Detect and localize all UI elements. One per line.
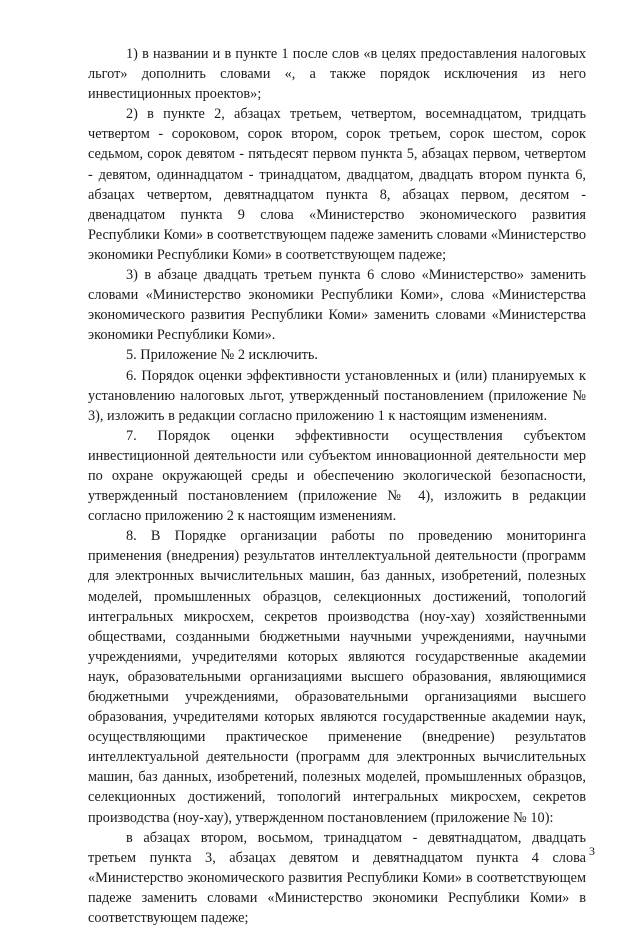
paragraph-4: 5. Приложение № 2 исключить. — [126, 347, 318, 364]
paragraph-7: 8. В Порядке организации работы по проведению мониторинга применения (внедрения) результатов интеллектуальной деятельности (программ для электронных вычислительных машин, баз данных, изобретений, полезных моделей, промышленных образцов, селекционных достижений, топологий интегральных микросхем, секретов производства (ноу-хау) хозяйственными обществами, созданными бюджетными научными учреждениями, научными учреждениями, учредителями которых являются государственные академии наук, образовательными организациями высшего образования, являющимися бюджетными учреждениями, образовательными организациями высшего образования, учредителями которых являются государственные академии наук, осуществляющими практическое применение (внедрение) результатов интеллектуальной деятельности (программ для электронных вычислительных машин, баз данных, изобретений, полезных моделей, промышленных образцов, селекционных достижений, топологий интегральных микросхем, секретов производства (ноу-хау), утвержденном постановлением (приложение № 10): — [88, 528, 586, 826]
document-body — [88, 44, 586, 928]
paragraph-8: в абзацах втором, восьмом, тринадцатом - девятнадцатом, двадцать третьем пункта 3, абзацах девятом и девятнадцатом пункта 4 слова «Министерство экономического развития Республики Коми» в соответствующем падеже заменить словами «Министерство экономики Республики Коми» в соответствующем падеже; — [88, 829, 586, 927]
paragraph-3: 3) в абзаце двадцать третьем пункта 6 слово «Министерство» заменить словами «Министерство экономики Республики Коми», слова «Министерства экономического развития Республики Коми» заменить словами «Министерства экономики Республики Коми». — [88, 267, 586, 344]
page-number: 3 — [589, 844, 595, 858]
paragraph-5: 6. Порядок оценки эффективности установленных и (или) планируемых к установлению налоговых льгот, утвержденный постановлением (приложение № 3), изложить в редакции согласно приложению 1 к настоящим изменениям. — [88, 367, 586, 424]
paragraph-6: 7. Порядок оценки эффективности осуществления субъектом инвестиционной деятельности или субъектом инновационной деятельности мер по охране окружающей среды и обеспечению экологической безопасности, утвержденный постановлением (приложение № 4), изложить в редакции согласно приложению 2 к настоящим изменениям. — [88, 427, 586, 525]
paragraph-1: 1) в названии и в пункте 1 после слов «в целях предоставления налоговых льгот» дополнить словами «, а также порядок исключения из него инвестиционных проектов»; — [88, 46, 586, 103]
paragraph-2: 2) в пункте 2, абзацах третьем, четвертом, восемнадцатом, тридцать четвертом - сороковом, сорок втором, сорок третьем, сорок шестом, сорок седьмом, сорок девятом - пятьдесят первом пункта 5, абзацах первом, четвертом - девятом, одиннадцатом - тринадцатом, двадцатом, двадцать втором пункта 6, абзацах четвертом, девятнадцатом пункта 8, абзацах первом, десятом - двенадцатом пункта 9 слова «Министерство экономического развития Республики Коми» в соответствующем падеже заменить словами «Министерство экономики Республики Коми» в соответствующем падеже; — [88, 106, 586, 263]
